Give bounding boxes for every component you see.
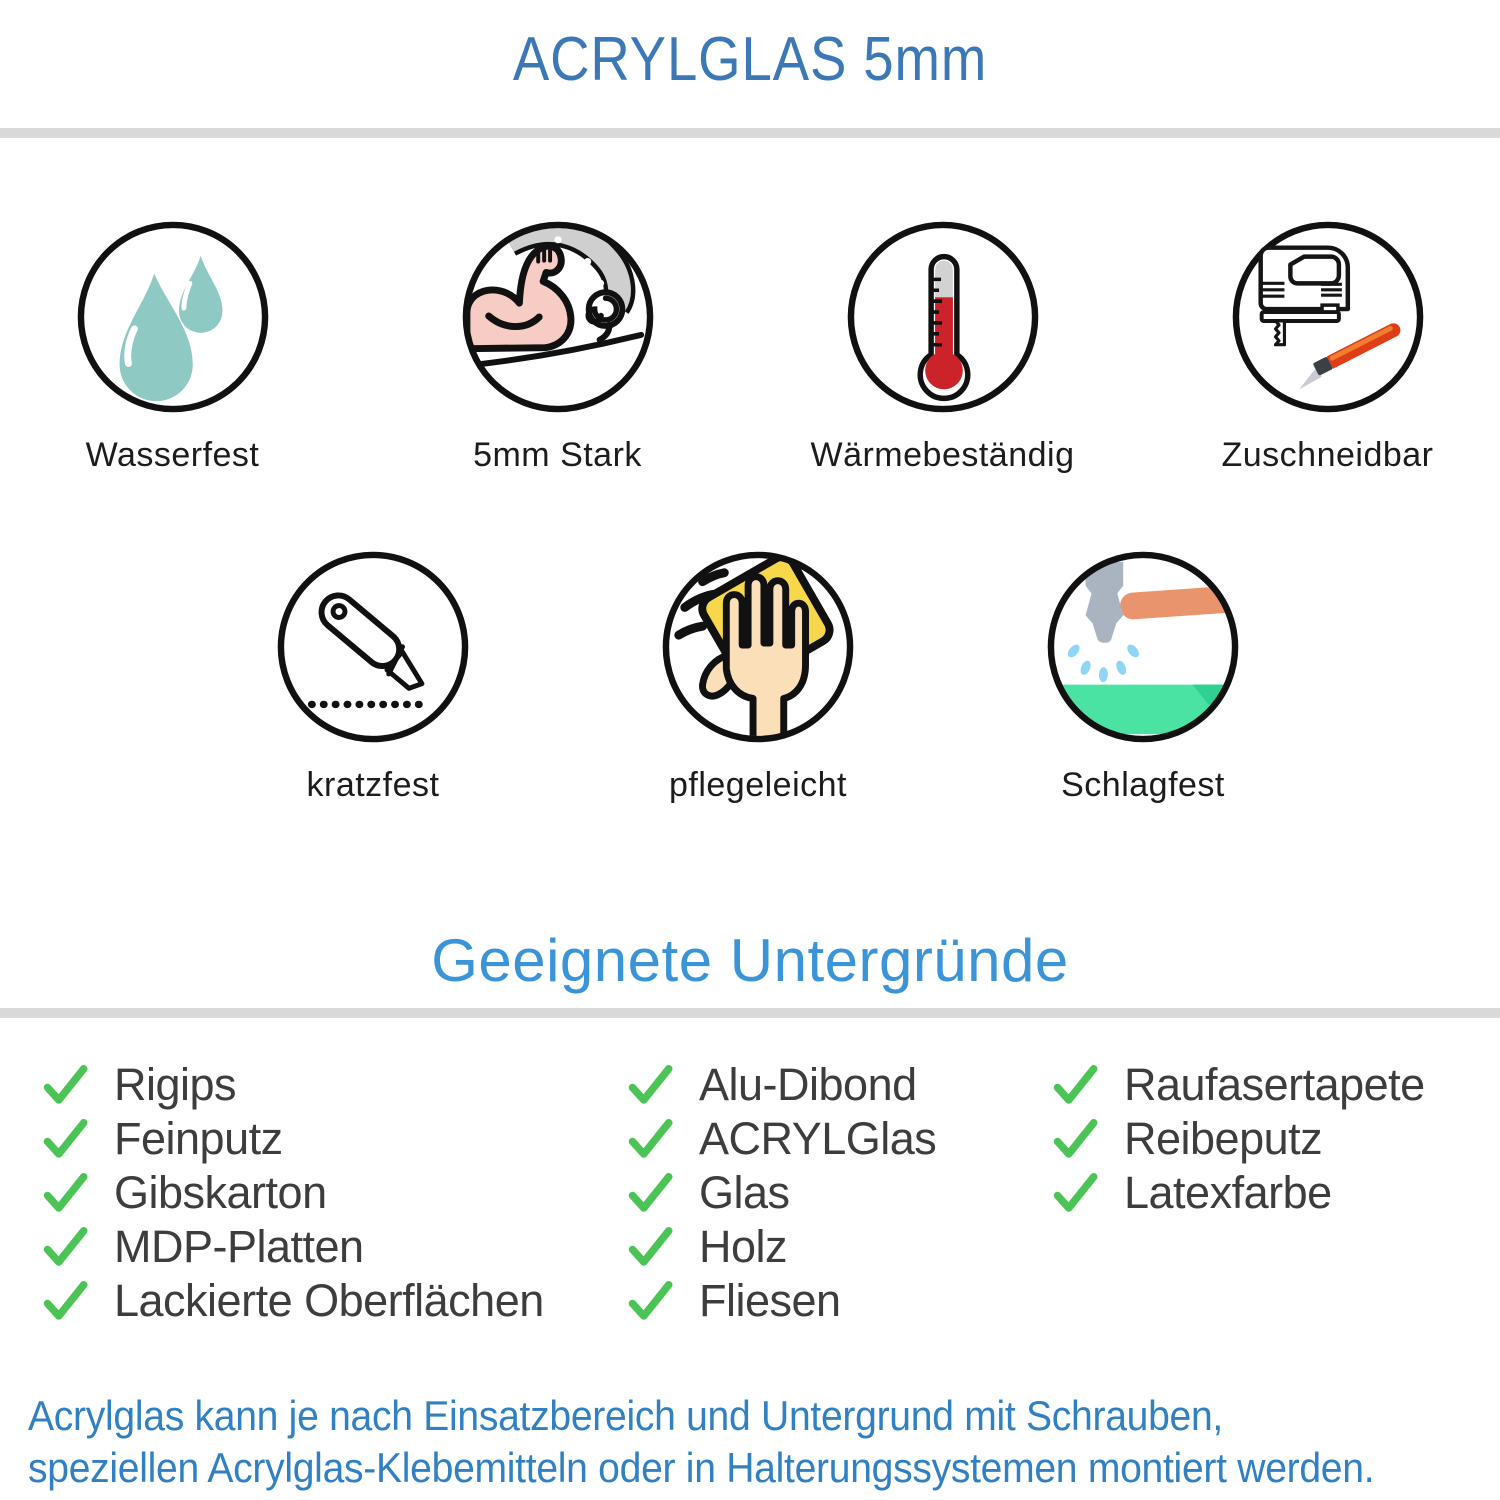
checkmark-icon: [40, 1222, 90, 1272]
checkmark-icon: [625, 1276, 675, 1326]
list-item: [1050, 1058, 1460, 1112]
feature-label: pflegeleicht: [668, 766, 847, 804]
checkmark-icon: [625, 1114, 675, 1164]
feature-label: Zuschneidbar: [1221, 436, 1434, 474]
section-title-substrates: Geeignete Untergründe: [431, 927, 1069, 994]
footer-note: [28, 1390, 1479, 1494]
list-item-label: Rigips: [114, 1059, 237, 1110]
feature-waterproof: [0, 218, 365, 475]
strong-arm-icon: [459, 218, 657, 416]
list-item: [1050, 1166, 1460, 1220]
list-item-label: Raufasertapete: [1124, 1059, 1425, 1110]
checkmark-icon: [625, 1060, 675, 1110]
list-item-label: Feinputz: [114, 1113, 283, 1164]
feature-label: Wasserfest: [85, 436, 260, 474]
checkmark-icon: [625, 1168, 675, 1218]
list-item-label: Reibeputz: [1124, 1113, 1323, 1164]
list-item: [40, 1112, 625, 1166]
checkmark-icon: [1050, 1168, 1100, 1218]
feature-label: Wärmebeständig: [810, 436, 1075, 474]
list-item-label: Holz: [699, 1221, 788, 1272]
wiping-hand-icon: [659, 548, 857, 746]
checkmark-icon: [1050, 1060, 1100, 1110]
list-item-label: Fliesen: [699, 1275, 841, 1326]
list-item: [625, 1112, 1050, 1166]
list-item: [1050, 1112, 1460, 1166]
page-title: ACRYLGLAS 5mm: [512, 25, 988, 94]
feature-scratchproof: [181, 548, 566, 805]
list-item: [40, 1274, 625, 1328]
feature-thickness: [365, 218, 750, 475]
list-item-label: Latexfarbe: [1124, 1167, 1332, 1218]
list-item-label: MDP-Platten: [114, 1221, 364, 1272]
checkmark-icon: [40, 1114, 90, 1164]
utility-knife-icon: [274, 548, 472, 746]
substrates-column-3: [1050, 1058, 1460, 1328]
thermometer-icon: [844, 218, 1042, 416]
list-item: [625, 1220, 1050, 1274]
divider-middle: [0, 1008, 1500, 1018]
feature-impact-resistant: [951, 548, 1336, 805]
checkmark-icon: [625, 1222, 675, 1272]
feature-label: 5mm Stark: [473, 436, 642, 474]
hammer-icon: [1044, 548, 1242, 746]
jigsaw-icon: [1229, 218, 1427, 416]
checkmark-icon: [40, 1060, 90, 1110]
footer-line-1: Acrylglas kann je nach Einsatzbereich und Untergrund mit Schrauben,: [28, 1392, 1224, 1439]
substrates-list: [40, 1058, 1460, 1328]
list-item: [40, 1058, 625, 1112]
divider-top: [0, 128, 1500, 138]
water-drops-icon: [74, 218, 272, 416]
list-item-label: Alu-Dibond: [699, 1059, 917, 1110]
feature-label: kratzfest: [306, 766, 440, 804]
list-item: [40, 1220, 625, 1274]
checkmark-icon: [1050, 1114, 1100, 1164]
list-item: [625, 1274, 1050, 1328]
footer-line-2: speziellen Acrylglas-Klebemitteln oder in Halterungssystemen montiert werden.: [28, 1444, 1375, 1491]
feature-heat-resistant: [750, 218, 1135, 475]
checkmark-icon: [40, 1168, 90, 1218]
checkmark-icon: [40, 1276, 90, 1326]
list-item-label: Glas: [699, 1167, 790, 1218]
feature-label: Schlagfest: [1061, 766, 1225, 804]
list-item-label: Gibskarton: [114, 1167, 327, 1218]
list-item: [40, 1166, 625, 1220]
substrates-column-1: [40, 1058, 625, 1328]
list-item-label: Lackierte Oberflächen: [114, 1275, 544, 1326]
feature-row-2: [8, 548, 1500, 805]
feature-row-1: [0, 218, 1500, 475]
list-item-label: ACRYLGlas: [699, 1113, 937, 1164]
list-item: [625, 1166, 1050, 1220]
feature-easy-care: [566, 548, 951, 805]
substrates-column-2: [625, 1058, 1050, 1328]
feature-cuttable: [1135, 218, 1500, 475]
list-item: [625, 1058, 1050, 1112]
